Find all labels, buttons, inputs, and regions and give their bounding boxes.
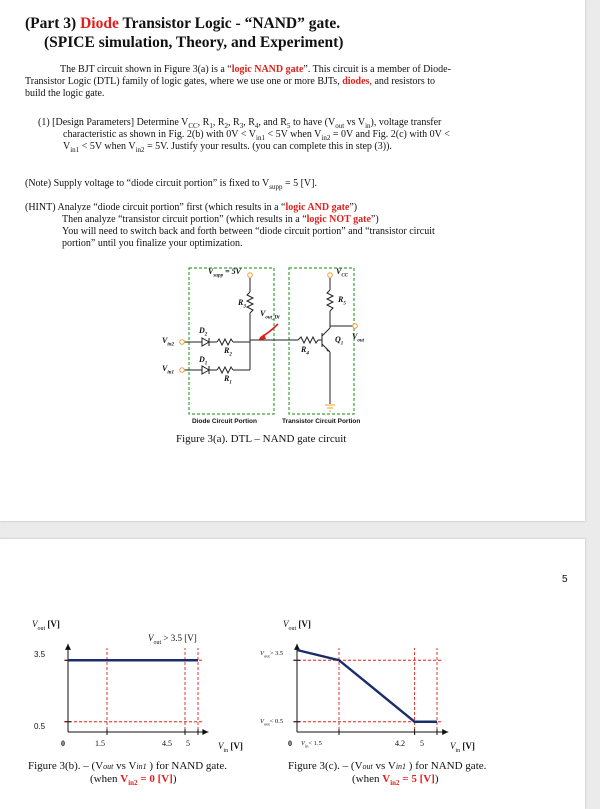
chart-3b-ytick-0-5: 0.5 <box>34 722 46 731</box>
r1-label: $R_1$ <box>224 374 232 386</box>
chart-3c-xlabel: $V_{in}$ [V] <box>450 741 475 754</box>
ground-icon <box>325 405 335 411</box>
chart-3c-xtick-4-2: 4.2 <box>395 739 405 748</box>
vout-di-label: $V_{out\_Di}$ <box>260 309 280 321</box>
intro-line-2: Transistor Logic (DTL) family of logic gates, where we use one or more BJTs, diodes, and resistors to <box>25 76 435 87</box>
d2-label: $D_2$ <box>199 326 208 338</box>
series-line <box>297 650 437 722</box>
note-text: (Note) Supply voltage to “diode circuit portion” is fixed to $V_{supp} = 5$ [V]. <box>25 178 317 191</box>
design-parameters-item: (1) [Design Parameters] Determine $V_{CC}$, $R_1$, $R_2$, $R_3$, $R_4$, and $R_5$ to have ($V_{out}$ vs $V_{in}$), voltage transfer <box>38 117 442 130</box>
hint-line-2: Then analyze “transistor circuit portion” (which results in a “logic NOT gate”) <box>62 214 379 225</box>
q1-label: $Q_1$ <box>335 335 344 347</box>
transistor-portion-label: Transistor Circuit Portion <box>282 418 361 425</box>
r4-label: $R_4$ <box>301 345 309 357</box>
design-parameters-line-2: characteristic as shown in Fig. 2(b) with $0V < V_{in1} < 5V$ when $V_{in2} = 0V$ and Fig. 2(c) with 0V < <box>63 129 450 142</box>
r5-label: $R_5$ <box>338 295 346 307</box>
chart-3c-svg <box>255 614 555 759</box>
hint-line-1: (HINT) Analyze “diode circuit portion” first (which results in a “logic AND gate”) <box>25 202 358 213</box>
chart-3c-ylabel: $V_{out}$ [V] <box>283 619 311 632</box>
vin2-label: $V_{in2}$ <box>162 336 175 348</box>
chart-3c-origin: 0 <box>288 739 292 748</box>
page-number: 5 <box>562 574 568 585</box>
chart-3b-ytick-3-5: 3.5 <box>34 650 46 659</box>
circuit-schematic <box>150 262 370 432</box>
vsupp-label: $V_{supp} = 5V$ <box>208 267 241 279</box>
dtl-nand-circuit-diagram <box>150 262 370 432</box>
x-axis-arrow <box>442 729 448 735</box>
figure-3b-caption-2: (when $V_{in2} = 0$ [V]) <box>90 773 177 788</box>
page-subtitle: (SPICE simulation, Theory, and Experiment) <box>44 34 344 51</box>
vin1-label: $V_{in1}$ <box>162 364 175 376</box>
design-parameters-line-3: $V_{in1} < 5V$ when $V_{in2} = 5V$. Justify your results. (you can complete this in step (3)). <box>63 141 392 154</box>
diode-portion-label: Diode Circuit Portion <box>192 418 257 425</box>
figure-3c-caption: Figure 3(c). – (Vout vs Vin1 ) for NAND gate. <box>288 760 487 772</box>
vin1-pin <box>180 368 185 373</box>
chart-3b-xlabel: $V_{in}$ [V] <box>218 741 243 754</box>
r3-label: $R_3$ <box>238 298 246 310</box>
figure-3c-caption-2: (when $V_{in2} = 5$ [V]) <box>352 773 439 788</box>
vout-pin <box>353 324 358 329</box>
hint-line-4: portion” until you finalize your optimization. <box>62 238 243 249</box>
y-axis-arrow <box>294 644 300 650</box>
chart-3b-origin: 0 <box>61 739 65 748</box>
chart-3b-xtick-4-5: 4.5 <box>162 739 172 748</box>
r2-label: $R_2$ <box>224 346 232 358</box>
chart-3b-xtick-1-5: 1.5 <box>95 739 105 748</box>
vout-label: $V_{out}$ <box>352 332 365 344</box>
vcc-label: $V_{CC}$ <box>336 267 349 279</box>
chart-3b-xtick-5: 5 <box>186 739 190 748</box>
document-page-2 <box>0 539 585 809</box>
vsupp-pin <box>248 273 253 278</box>
chart-3c-yannot-hi: $V_{out}> 3.5$ <box>260 650 284 659</box>
chart-3c-xannot: $V_{in}< 1.5$ <box>301 740 322 749</box>
vcc-pin <box>328 273 333 278</box>
chart-3b <box>30 614 290 759</box>
figure-3a-caption: Figure 3(a). DTL – NAND gate circuit <box>176 433 347 445</box>
chart-3c <box>255 614 555 759</box>
chart-3c-xtick-5: 5 <box>420 739 424 748</box>
hint-line-3: You will need to switch back and forth between “diode circuit portion” and “transistor circuit <box>62 226 435 237</box>
chart-3b-ylabel: $V_{out}$ [V] <box>32 619 60 632</box>
x-axis-arrow <box>202 729 208 735</box>
vin2-pin <box>180 340 185 345</box>
y-axis-arrow <box>65 644 71 650</box>
figure-3b-caption: Figure 3(b). – (Vout vs Vin1 ) for NAND gate. <box>28 760 227 772</box>
intro-paragraph: The BJT circuit shown in Figure 3(a) is a “logic NAND gate”. This circuit is a member of Diode- <box>60 64 451 75</box>
chart-3b-annotation: $V_{out} > 3.5$ [V] <box>148 633 197 646</box>
page-title: (Part 3) Diode Transistor Logic - “NAND” gate. <box>25 15 341 32</box>
intro-line-3: build the logic gate. <box>25 88 105 99</box>
d1-label: $D_1$ <box>199 355 208 367</box>
chart-3c-yannot-lo: $V_{out}< 0.5$ <box>260 718 284 727</box>
